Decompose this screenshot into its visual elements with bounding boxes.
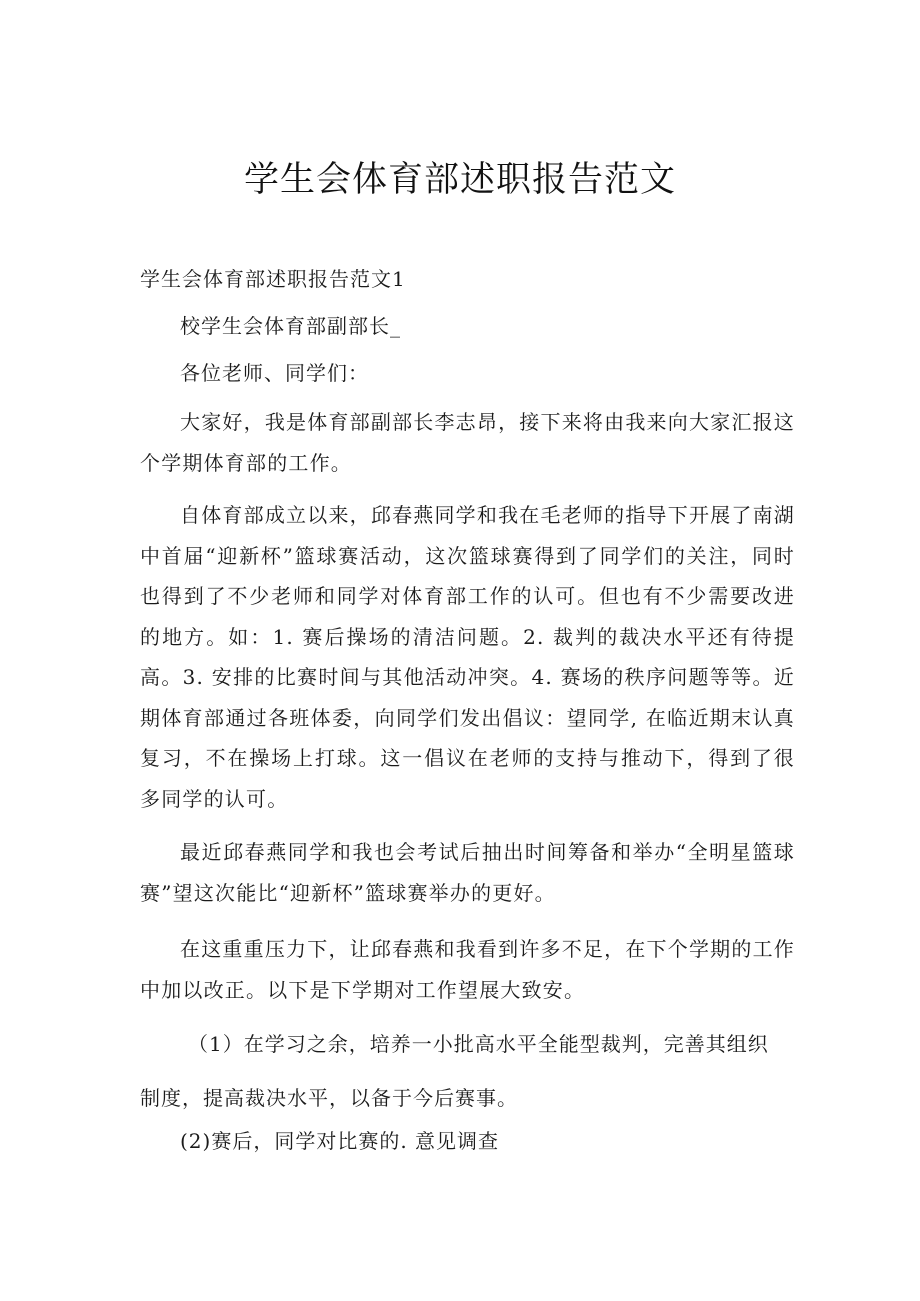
document-title: 学生会体育部述职报告范文 <box>243 160 676 200</box>
plan-item-1-continuation: 制度，提高裁决水平，以备于今后赛事。 <box>140 1086 518 1110</box>
paragraph-upcoming: 最近邱春燕同学和我也会考试后抽出时间筹备和举办“全明星篮球赛”望这次能比“迎新杯”篮球赛举办的更好。 <box>140 840 795 905</box>
plan-item-2: (2)赛后，同学对比赛的. 意见调查 <box>180 1129 500 1153</box>
section-heading: 学生会体育部述职报告范文1 <box>140 267 406 291</box>
position-line: 校学生会体育部副部长_ <box>180 314 401 338</box>
paragraph-plan-intro: 在这重重压力下，让邱春燕和我看到许多不足，在下个学期的工作中加以改正。以下是下学期对工作望展大致安。 <box>140 937 795 1002</box>
plan-item-1: （1）在学习之余，培养一小批高水平全能型裁判，完善其组织 <box>188 1032 769 1056</box>
paragraph-activities: 自体育部成立以来，邱春燕同学和我在毛老师的指导下开展了南湖中首届“迎新杯”篮球赛活动，这次篮球赛得到了同学们的关注，同时也得到了不少老师和同学对体育部工作的认可。但也有不少需要改进的地方。如：1. 赛后操场的清洁问题。2. 裁判的裁决水平还有待提高。3. 安排的比赛时间与其他活动冲突。4. 赛场的秩序问题等等。近期体育部通过各班体委，向同学们发出倡议：望同学, 在临近期末认真复习，不在操场上打球。这一倡议在老师的支持与推动下，得到了很多同学的认可。 <box>140 503 795 811</box>
salutation: 各位老师、同学们： <box>180 361 369 385</box>
paragraph-intro: 大家好，我是体育部副部长李志昂，接下来将由我来向大家汇报这个学期体育部的工作。 <box>140 410 795 475</box>
